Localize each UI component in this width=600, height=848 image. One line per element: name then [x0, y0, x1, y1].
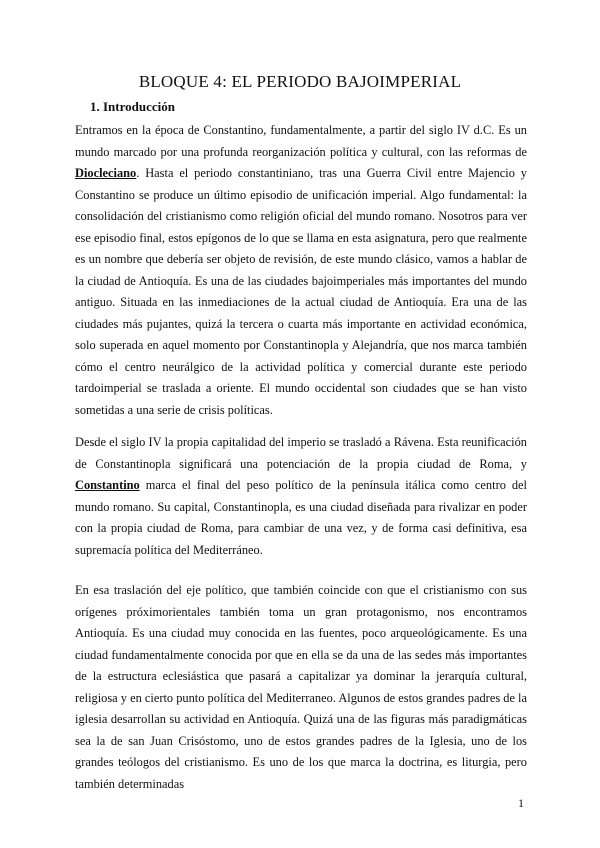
document-title: BLOQUE 4: EL PERIODO BAJOIMPERIAL: [138, 72, 462, 91]
diocleciano-name: Diocleciano: [75, 166, 137, 180]
paragraph-2-text-a: Desde el siglo IV la propia capitalidad del imperio se trasladó a Rávena. Esta reunificación de Constantinopla significará una potenciación de la propia ciudad de Roma, y: [75, 435, 527, 471]
paragraph-3: En esa traslación del eje político, que también coincide con que el cristianismo con sus orígenes próximorientales también toma un gran protagonismo, nos encontramos Antioquía. Es una ciudad muy conocida en las fuentes, poco arqueológicamente. Es una ciudad fundamentalmente conocida por que en ella se da una de las sedes más importantes de la estructura eclesiástica que pasará a capitalizar ya dominar la jerarquía cultural, religiosa y en cierto punto política del Mediterraneo. Algunos de estos grandes padres de la iglesia desarrollan su actividad en Antioquía. Quizá una de las figuras más paradigmáticas sea la de san Juan Crisóstomo, uno de estos grandes padres de la Iglesia, uno de los grandes teólogos del cristianismo. Es uno de los que marca la doctrina, es liturgia, pero también determinadas: [75, 583, 527, 791]
paragraph-2-text-b: marca el final del peso político de la península itálica como centro del mundo romano. Su capital, Constantinopla, es una ciudad diseñada para rivalizar en poder con la propia ciudad de Roma, para cambiar de una vez, y de forma casi definitiva, esa supremacía política del Mediterráneo.: [75, 478, 527, 557]
paragraph-1-text-b: . Hasta el periodo constantiniano, tras una Guerra Civil entre Majencio y Constantino se produce un último episodio de unificación imperial. Algo fundamental: la consolidación del cristianismo como religión oficial del mundo romano. Nosotros para ver ese episodio final, estos epígonos de lo que se llama en esta asignatura, pero que realmente es un nombre que debería ser objeto de revisión, de este mundo clásico, vamos a hablar de la ciudad de Antioquía. Es una de las ciudades bajoimperiales más importantes del mundo antiguo. Situada en las inmediaciones de la actual ciudad de Antioquía. Era una de las ciudades más pujantes, quizá la tercera o cuarta más importante en actividad económica, solo superada en aquel momento por Constantinopla y Alejandría, que nos marca también cómo el centro neurálgico de la actividad política y comercial durante este periodo tardoimperial se traslada a oriente. El mundo occidental son ciudades que se han visto sometidas a una serie de crisis políticas.: [75, 166, 527, 417]
constantino-name: Constantino: [75, 478, 140, 492]
paragraph-1-text-a: Entramos en la época de Constantino, fundamentalmente, a partir del siglo IV d.C. Es un mundo marcado por una profunda reorganización política y cultural, con las reformas de: [75, 123, 527, 159]
section-heading: 1. Introducción: [90, 99, 175, 114]
paragraph-1: [75, 120, 527, 421]
paragraph-2: [75, 432, 527, 561]
page-number: 1: [518, 796, 524, 810]
